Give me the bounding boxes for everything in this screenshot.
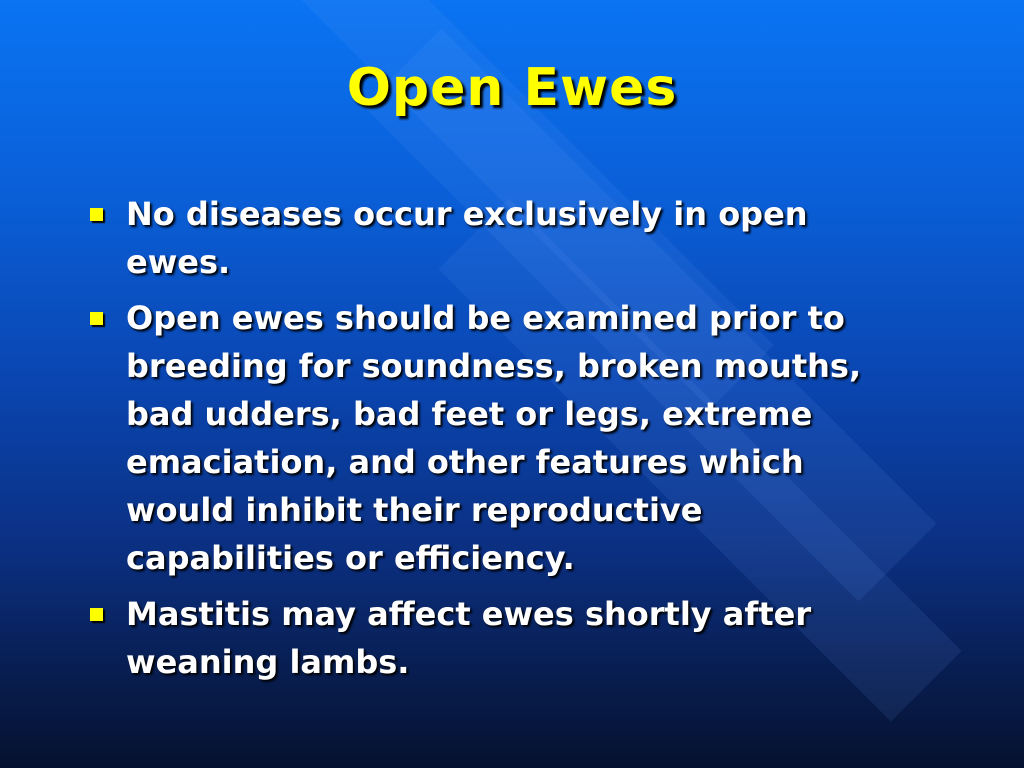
bullet-item (86, 294, 916, 582)
slide-title: Open Ewes (346, 58, 678, 118)
square-bullet-icon (90, 312, 103, 325)
bullet-item (86, 190, 916, 286)
square-bullet-icon (90, 608, 103, 621)
square-bullet-icon (90, 208, 103, 221)
bullet-text: Mastitis may affect ewes shortly after weaning lambs. (126, 595, 812, 681)
bullet-text: Open ewes should be examined prior to breeding for soundness, broken mouths, bad udders, bad feet or legs, extreme emaciation, and other features which would inhibit their reproductive capabilities or efficiency. (126, 299, 862, 577)
bullet-text: No diseases occur exclusively in open ewes. (126, 195, 808, 281)
bullet-item (86, 590, 916, 686)
bullet-list (86, 190, 916, 694)
